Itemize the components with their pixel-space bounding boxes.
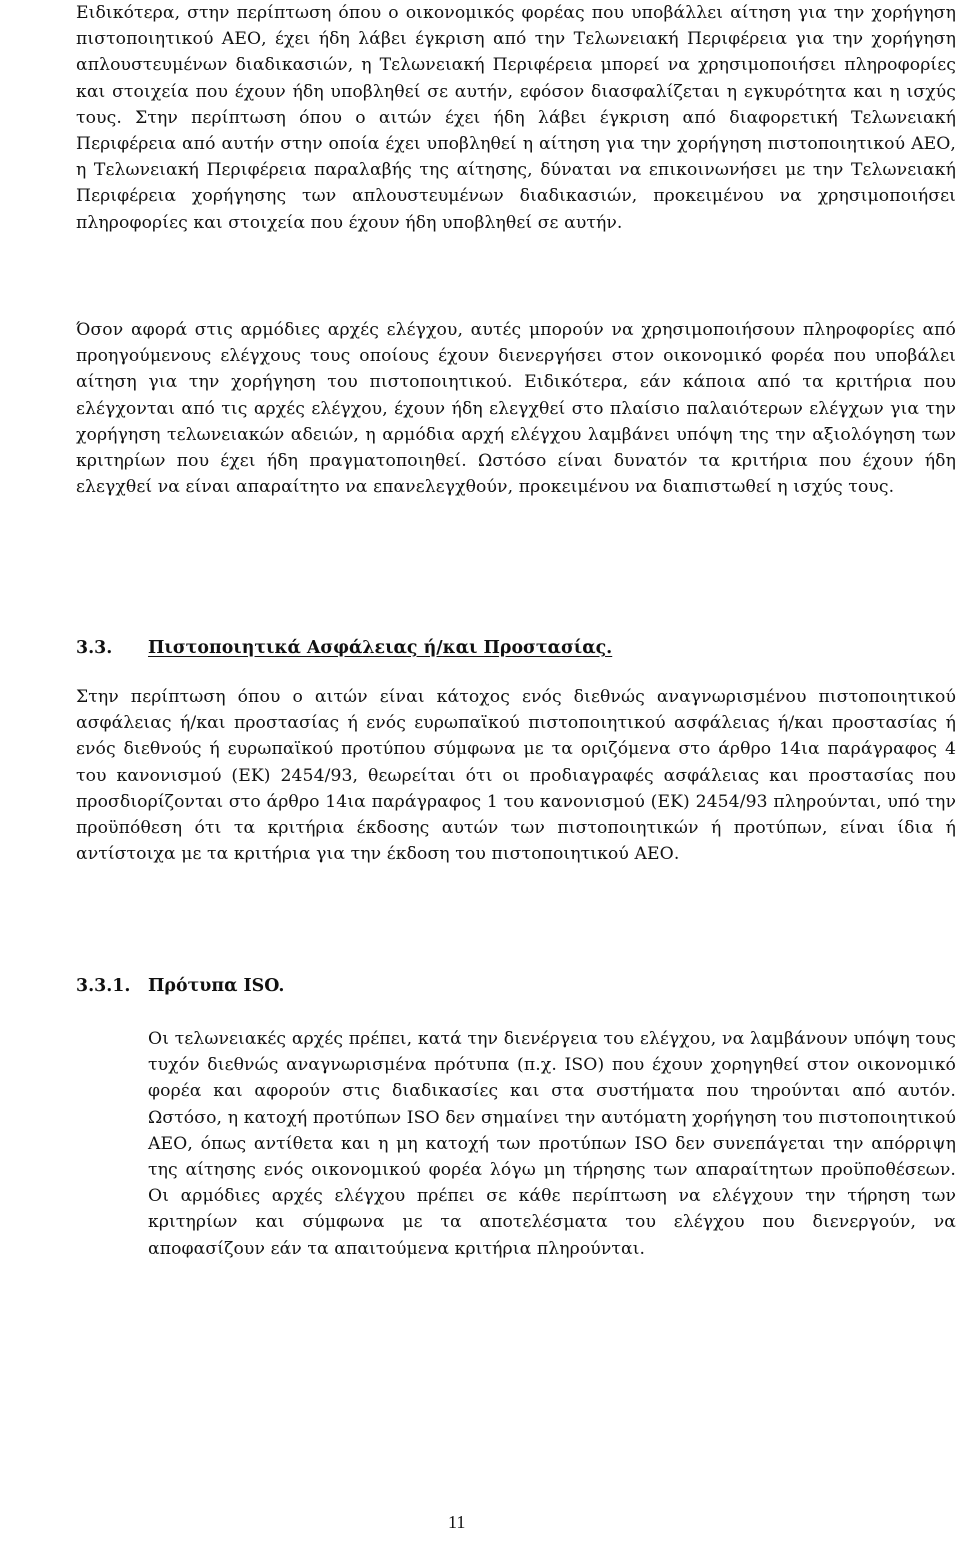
- subsection-title: Πρότυπα ISO.: [148, 976, 285, 996]
- subsection-number: 3.3.1.: [76, 976, 131, 996]
- paragraph-audit-authorities: Όσον αφορά στις αρμόδιες αρχές ελέγχου, αυτές μπορούν να χρησιμοποιήσουν πληροφορίες από προηγούμενους ελέγχους τους οποίους έχουν διενεργήσει στον οικονομικό φορέα που υποβάλει αίτηση για την χορήγηση του πιστοποιητικού. Ειδικότερα, εάν κάποια από τα κριτήρια που ελέγχονται από τις αρχές ελέγχου, έχουν ήδη ελεγχθεί στο πλαίσιο παλαιότερων ελέγχων για την χορήγηση τελωνειακών αδειών, η αρμόδια αρχή ελέγχου λαμβάνει υπόψη της την αξιολόγηση των κριτηρίων που έχει ήδη πραγματοποιηθεί. Ωστόσο είναι δυνατόν τα κριτήρια που έχουν ήδη ελεγχθεί να είναι απαραίτητο να επανελεγχθούν, προκειμένου να διαπιστωθεί η ισχύς τους.: [76, 320, 956, 498]
- paragraph-simplified-procedures: Ειδικότερα, στην περίπτωση όπου ο οικονομικός φορέας που υποβάλλει αίτηση για την χορήγηση πιστοποιητικού ΑΕΟ, έχει ήδη λάβει έγκριση από την Τελωνειακή Περιφέρεια για την χορήγηση απλουστευμένων διαδικασιών, η Τελωνειακή Περιφέρεια μπορεί να χρησιμοποιήσει πληροφορίες και στοιχεία που έχουν ήδη υποβληθεί σε αυτήν, εφόσον διασφαλίζεται η εγκυρότητα και η ισχύς τους. Στην περίπτωση όπου ο αιτών έχει ήδη λάβει έγκριση από διαφορετική Τελωνειακή Περιφέρεια από αυτήν στην οποία έχει υποβληθεί η αίτηση για την χορήγηση πιστοποιητικού ΑΕΟ, η Τελωνειακή Περιφέρεια παραλαβής της αίτησης, δύναται να επικοινωνήσει με την Τελωνειακή Περιφέρεια χορήγησης των απλουστευμένων διαδικασιών, προκειμένου να χρησιμοποιήσει πληροφορίες και στοιχεία που έχουν ήδη υποβληθεί σε αυτήν.: [76, 3, 956, 233]
- page-number: 11: [448, 1512, 466, 1532]
- section-title: Πιστοποιητικά Ασφάλειας ή/και Προστασίας.: [148, 638, 613, 658]
- paragraph-security-certificates: Στην περίπτωση όπου ο αιτών είναι κάτοχος ενός διεθνώς αναγνωρισμένου πιστοποιητικού ασφάλειας ή/και προστασίας ή ενός ευρωπαϊκού πιστοποιητικού ασφάλειας ή/και προστασίας ή ενός διεθνούς ή ευρωπαϊκού προτύπου σύμφωνα με τα οριζόμενα στο άρθρο 14ια παράγραφος 4 του κανονισμού (ΕΚ) 2454/93, θεωρείται ότι οι προδιαγραφές ασφάλειας και προστασίας που προσδιορίζονται στο άρθρο 14ια παράγραφος 1 του κανονισμού (ΕΚ) 2454/93 πληρούνται, υπό την προϋπόθεση ότι τα κριτήρια έκδοσης αυτών των πιστοποιητικών ή προτύπων, είναι ίδια ή αντίστοιχα με τα κριτήρια για την έκδοση του πιστοποιητικού ΑΕΟ.: [76, 687, 956, 865]
- paragraph-iso-standards: Οι τελωνειακές αρχές πρέπει, κατά την διενέργεια του ελέγχου, να λαμβάνουν υπόψη τους τυχόν διεθνώς αναγνωρισμένα πρότυπα (π.χ. ISO) που έχουν χορηγηθεί στον οικονομικό φορέα και αφορούν στις διαδικασίες και στα συστήματα που τηρούνται από αυτόν. Ωστόσο, η κατοχή προτύπων ISO δεν σημαίνει την αυτόματη χορήγηση του πιστοποιητικού ΑΕΟ, όπως αντίθετα και η μη κατοχή των προτύπων ISO δεν συνεπάγεται την απόρριψη της αίτησης ενός οικονομικού φορέα λόγω μη τήρησης των απαραίτητων προϋποθέσεων. Οι αρμόδιες αρχές ελέγχου πρέπει σε κάθε περίπτωση να ελέγχουν την τήρηση των κριτηρίων και σύμφωνα με τα αποτελέσματα του ελέγχου που διενεργούν, να αποφασίζουν εάν τα απαιτούμενα κριτήρια πληρούνται.: [148, 1029, 956, 1259]
- section-number: 3.3.: [76, 638, 113, 658]
